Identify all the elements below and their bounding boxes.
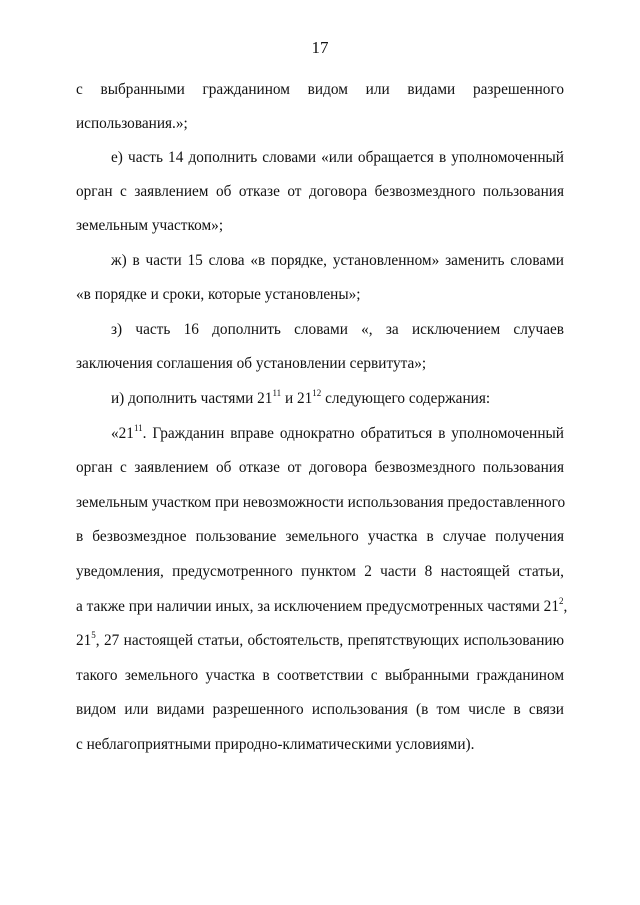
text-line-20: с неблагоприятными природно-климатическими условиями). xyxy=(76,736,475,753)
text-line-11 xyxy=(111,424,564,444)
superscript-11: 11 xyxy=(272,387,282,398)
page-number: 17 xyxy=(311,38,329,57)
text-line-14: в безвозмездное пользование земельного участка в случае получения xyxy=(76,528,564,545)
text-line-4: орган с заявлением об отказе от договора безвозмездного пользования xyxy=(76,183,564,200)
superscript-2: 2 xyxy=(558,595,564,606)
text-line-7: «в порядке и сроки, которые установлены»; xyxy=(76,286,361,303)
text-line-12: орган с заявлением об отказе от договора безвозмездного пользования xyxy=(76,459,564,476)
text-line-9: заключения соглашения об установлении сервитута»; xyxy=(76,355,427,372)
text-line-18: такого земельного участка в соответствии с выбранными гражданином xyxy=(76,667,564,684)
superscript-11b: 11 xyxy=(133,422,143,433)
text-line-11-part-a: «21 xyxy=(111,425,134,442)
text-line-10-part-b: и 21 xyxy=(281,390,313,407)
text-line-13: земельным участком при невозможности использования предоставленного xyxy=(76,494,566,511)
text-line-10-part-a: и) дополнить частями 21 xyxy=(111,390,273,407)
text-line-17-part-b: , 27 настоящей статьи, обстоятельств, препятствующих использованию xyxy=(95,632,564,649)
text-line-5: земельным участком»; xyxy=(76,217,224,234)
text-line-17-part-a: 21 xyxy=(76,632,92,649)
text-line-10 xyxy=(111,389,564,409)
text-line-19: видом или видами разрешенного использования (в том числе в связи xyxy=(76,701,564,718)
superscript-12: 12 xyxy=(312,387,322,398)
text-line-8: з) часть 16 дополнить словами «, за исключением случаев xyxy=(111,321,564,338)
text-line-1: с выбранными гражданином видом или видами разрешенного xyxy=(76,81,564,98)
text-line-16-part-b: , xyxy=(563,598,568,615)
text-line-6: ж) в части 15 слова «в порядке, установленном» заменить словами xyxy=(111,252,564,269)
text-line-16 xyxy=(76,595,568,617)
text-line-15: уведомления, предусмотренного пунктом 2 части 8 настоящей статьи, xyxy=(76,563,564,580)
text-line-10-part-c: следующего содержания: xyxy=(321,390,491,407)
text-line-3: е) часть 14 дополнить словами «или обращается в уполномоченный xyxy=(111,149,564,166)
text-line-16-part-a: а также при наличии иных, за исключением предусмотренных частями 21 xyxy=(76,598,559,615)
text-line-11-part-b: . Гражданин вправе однократно обратиться в уполномоченный xyxy=(142,425,564,442)
superscript-5: 5 xyxy=(91,629,96,640)
text-line-2: использования.»; xyxy=(76,115,188,132)
text-line-17 xyxy=(76,631,564,651)
